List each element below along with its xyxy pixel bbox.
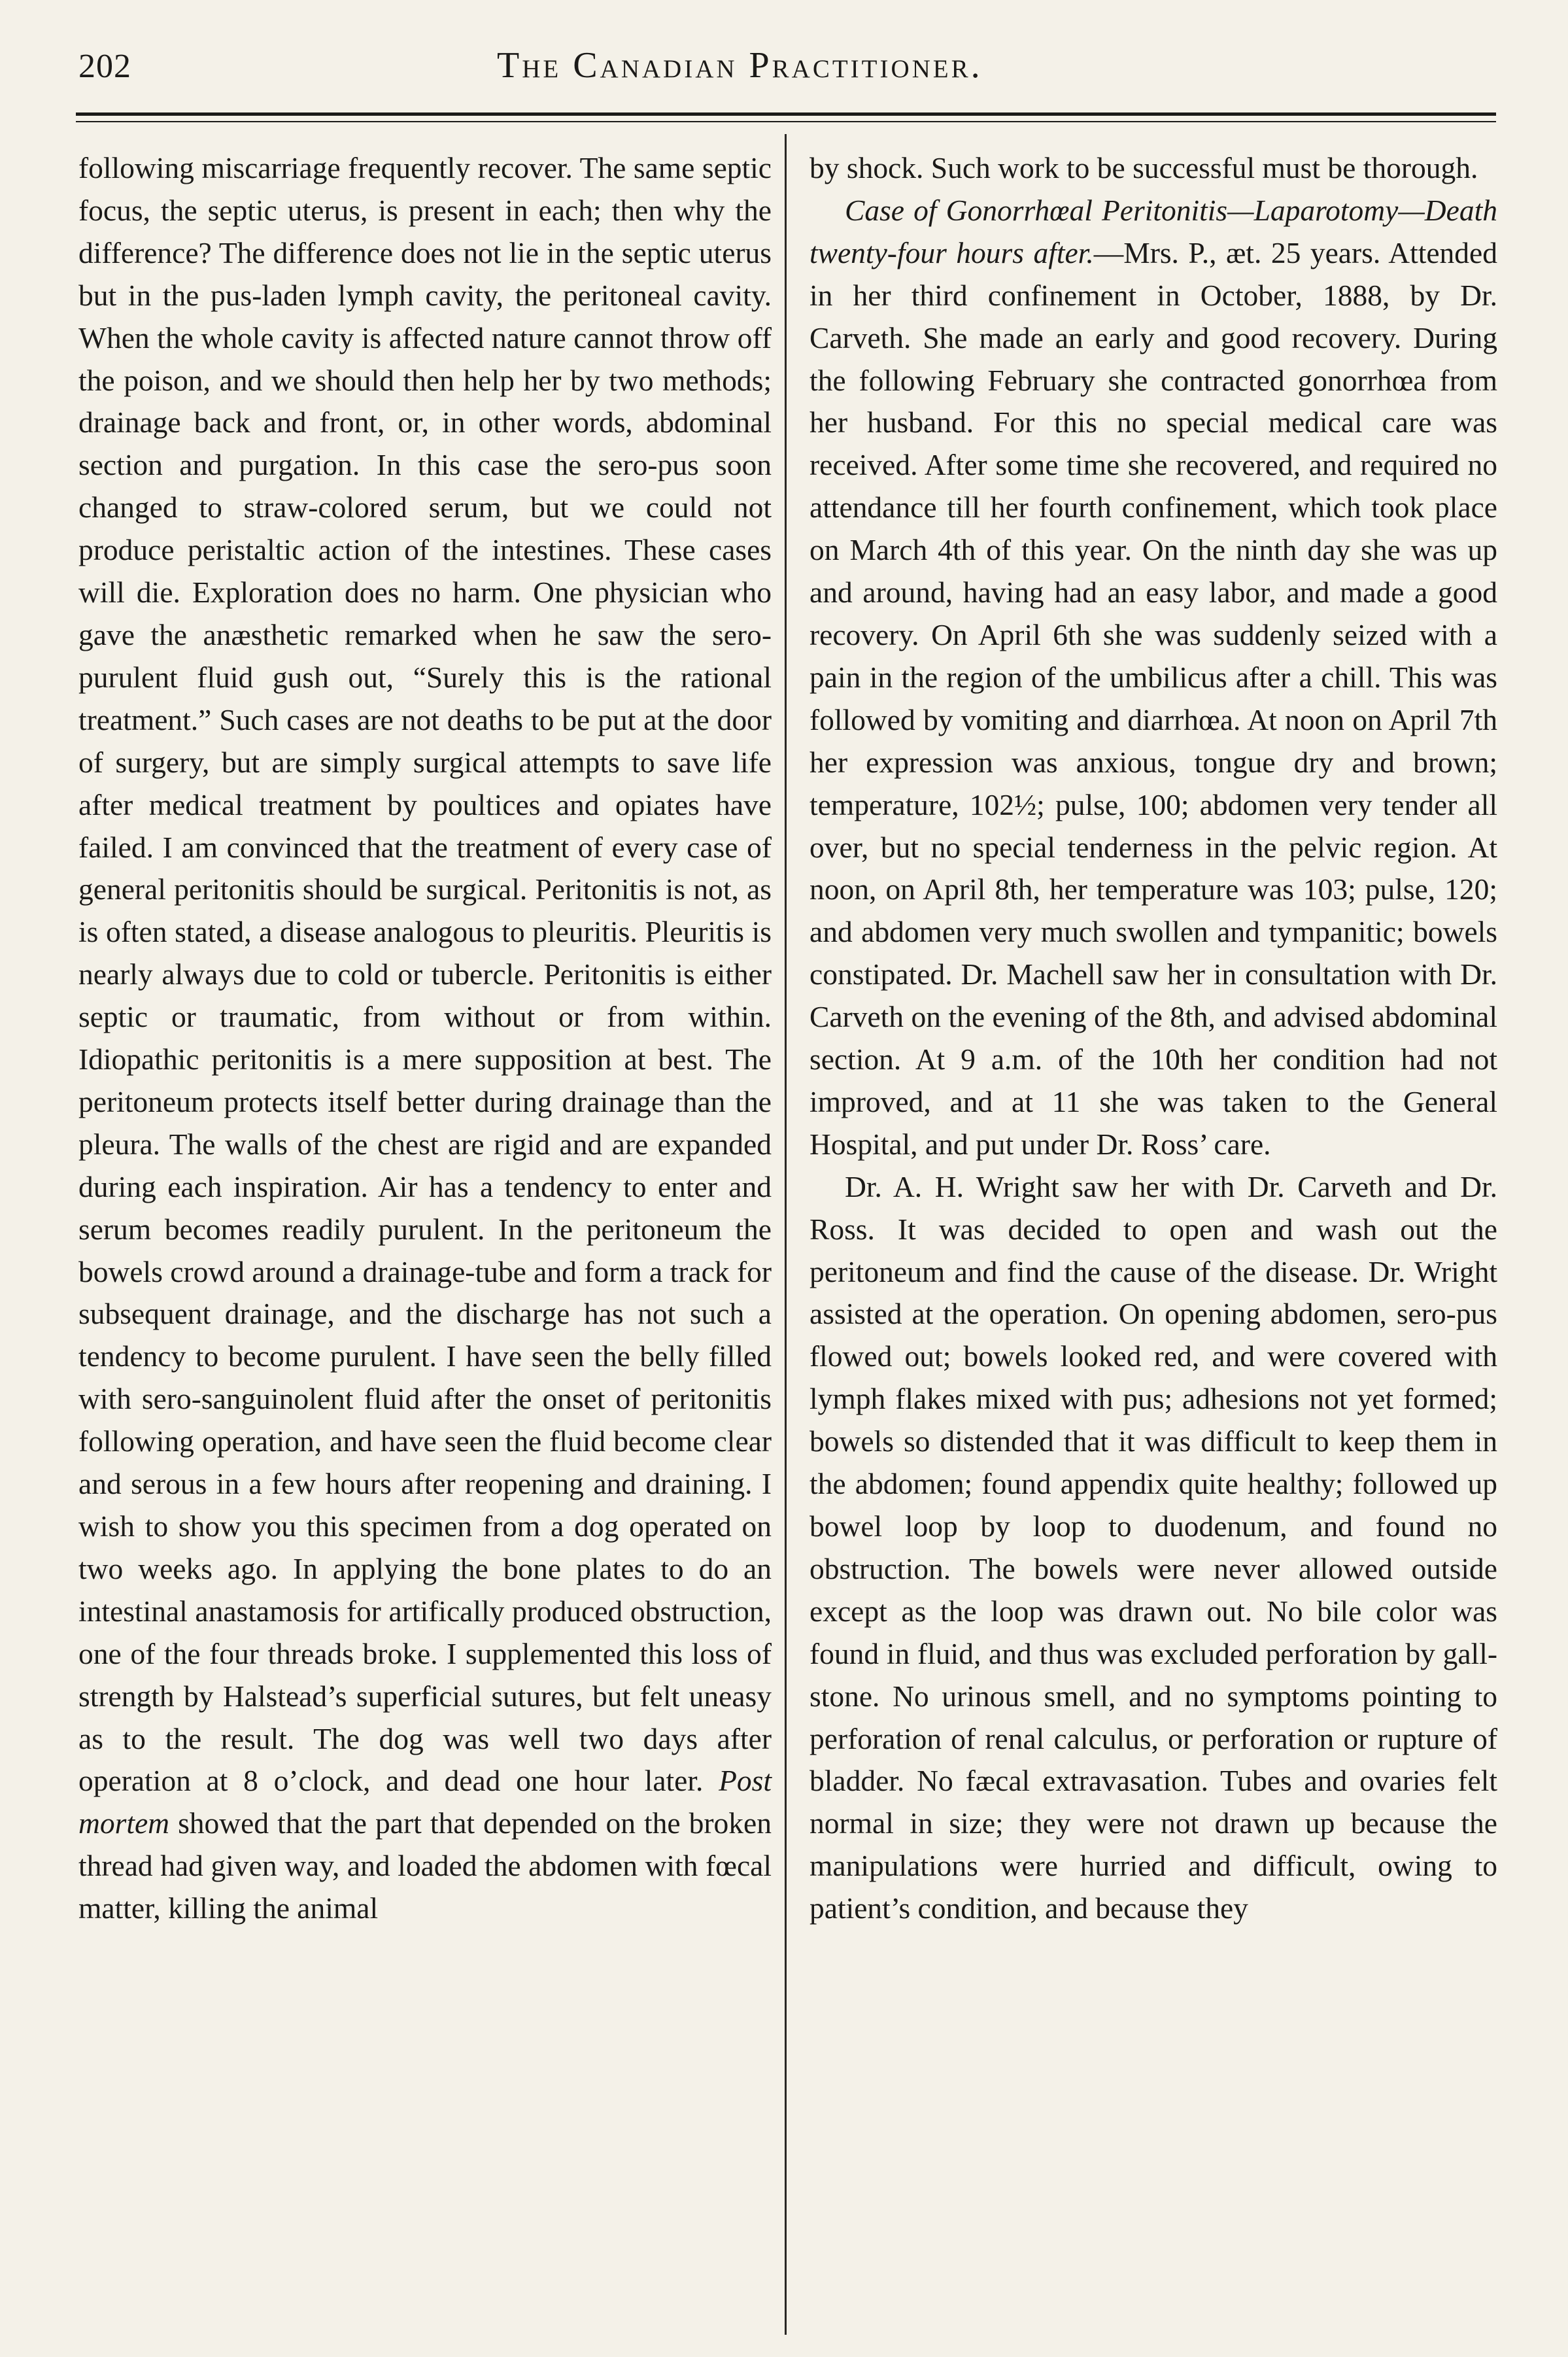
operation-paragraph: Dr. A. H. Wright saw her with Dr. Carveth and Dr. Ross. It was decided to open and wash out the peritoneum and find the cause of the disease. Dr. Wright assisted at the operation. On opening abdomen, sero-pus flowed out; bowels looked red, and were covered with lymph flakes mixed with pus; adhesions not yet formed; bowels so distended that it was difficult to keep them in the abdomen; found appendix quite healthy; followed up bowel loop by loop to duodenum, and found no obstruction. The bowels were never allowed outside except as the loop was drawn out. No bile color was found in fluid, and thus was excluded perforation by gall-stone. No urinous smell, and no symptoms pointing to perforation of renal calculus, or perforation or rupture of bladder. No fæcal extravasation. Tubes and ovaries felt normal in size; they were not drawn up because the manipulations were hurried and difficult, owing to patient’s condition, and because they: [810, 1169, 1497, 1925]
post-mortem-italic: Post mortem: [78, 1764, 772, 1840]
left-paragraph-text: following miscarriage frequently recover. The same septic focus, the septic uterus, is present in each; then why the difference? The difference does not lie in the septic uterus but in the pus-laden lymph cavity, the peritoneal cavity. When the whole cavity is affected nature cannot throw off the poison, and we should then help her by two methods; drainage back and front, or, in other words, abdominal section and purgation. In this case the sero-pus soon changed to straw-colored serum, but we could not produce peristaltic action of the intestines. These cases will die. Exploration does no harm. One physician who gave the anæsthetic remarked when he saw the sero-purulent fluid gush out, “Surely this is the rational treatment.” Such cases are not deaths to be put at the door of surgery, but are simply surgical attempts to save life after medical treatment by poultices and opiates have failed. I am convinced that the treatment of every case of general peritonitis should be surgical. Peritonitis is not, as is often stated, a disease analogous to pleuritis. Pleuritis is nearly always due to cold or tubercle. Peritonitis is either septic or traumatic, from without or from within. Idiopathic peritonitis is a mere supposition at best. The peritoneum protects itself better during drainage than the pleura. The walls of the chest are rigid and are expanded during each inspiration. Air has a tendency to enter and serum becomes readily purulent. In the peritoneum the bowels crowd around a drainage-tube and form a track for subsequent drainage, and the discharge has not such a tendency to become purulent. I have seen the belly filled with sero-sanguinolent fluid after the onset of peritonitis following operation, and have seen the fluid become clear and serous in a few hours after reopening and draining. I wish to show you this specimen from a dog operated on two weeks ago. In applying the bone plates to do an intestinal anastamosis for artifically produced obstruction, one of the four threads broke. I supplemented this loss of strength by Halstead’s superficial sutures, but felt uneasy as to the result. The dog was well two days after operation at 8 o’clock, and dead one hour later.: [78, 151, 772, 1798]
left-paragraph-text-end: showed that the part that depended on the broken thread had given way, and loaded the abdomen with fœcal matter, killing the animal: [78, 1806, 772, 1925]
left-paragraph: [78, 147, 772, 1930]
header-rule-thick: [76, 112, 1496, 116]
case-report-text: —Mrs. P., æt. 25 years. Attended in her third confinement in October, 1888, by Dr. Carveth. She made an early and good recovery. During the following February she contracted gonorrhœa from her husband. For this no special medical care was received. After some time she recovered, and required no attendance till her fourth confinement, which took place on March 4th of this year. On the ninth day she was up and around, having had an easy labor, and made a good recovery. On April 6th she was suddenly seized with a pain in the region of the umbilicus after a chill. This was followed by vomiting and diarrhœa. At noon on April 7th her expression was anxious, tongue dry and brown; temperature, 102½; pulse, 100; abdomen very tender all over, but no special tenderness in the pelvic region. At noon, on April 8th, her temperature was 103; pulse, 120; and abdomen very much swollen and tympanitic; bowels constipated. Dr. Machell saw her in consultation with Dr. Carveth on the evening of the 8th, and advised abdominal section. At 9 a.m. of the 10th her condition had not improved, and at 11 she was taken to the General Hospital, and put under Dr. Ross’ care.: [810, 235, 1498, 1161]
case-heading: Case of Gonorrhœal Peritonitis—Laparotomy—Death twenty-four hours after.: [810, 193, 1497, 269]
page-number: 202: [78, 48, 131, 85]
running-title: The Canadian Practitioner.: [497, 45, 983, 86]
header-rule-thin: [76, 121, 1496, 122]
page-header: [0, 0, 1568, 111]
case-paragraph: [810, 190, 1497, 1166]
left-column: [78, 147, 772, 1930]
right-column: [810, 147, 1497, 1930]
right-paragraph-continuation: by shock. Such work to be successful must be thorough.: [810, 151, 1478, 184]
column-divider: [785, 134, 787, 2335]
